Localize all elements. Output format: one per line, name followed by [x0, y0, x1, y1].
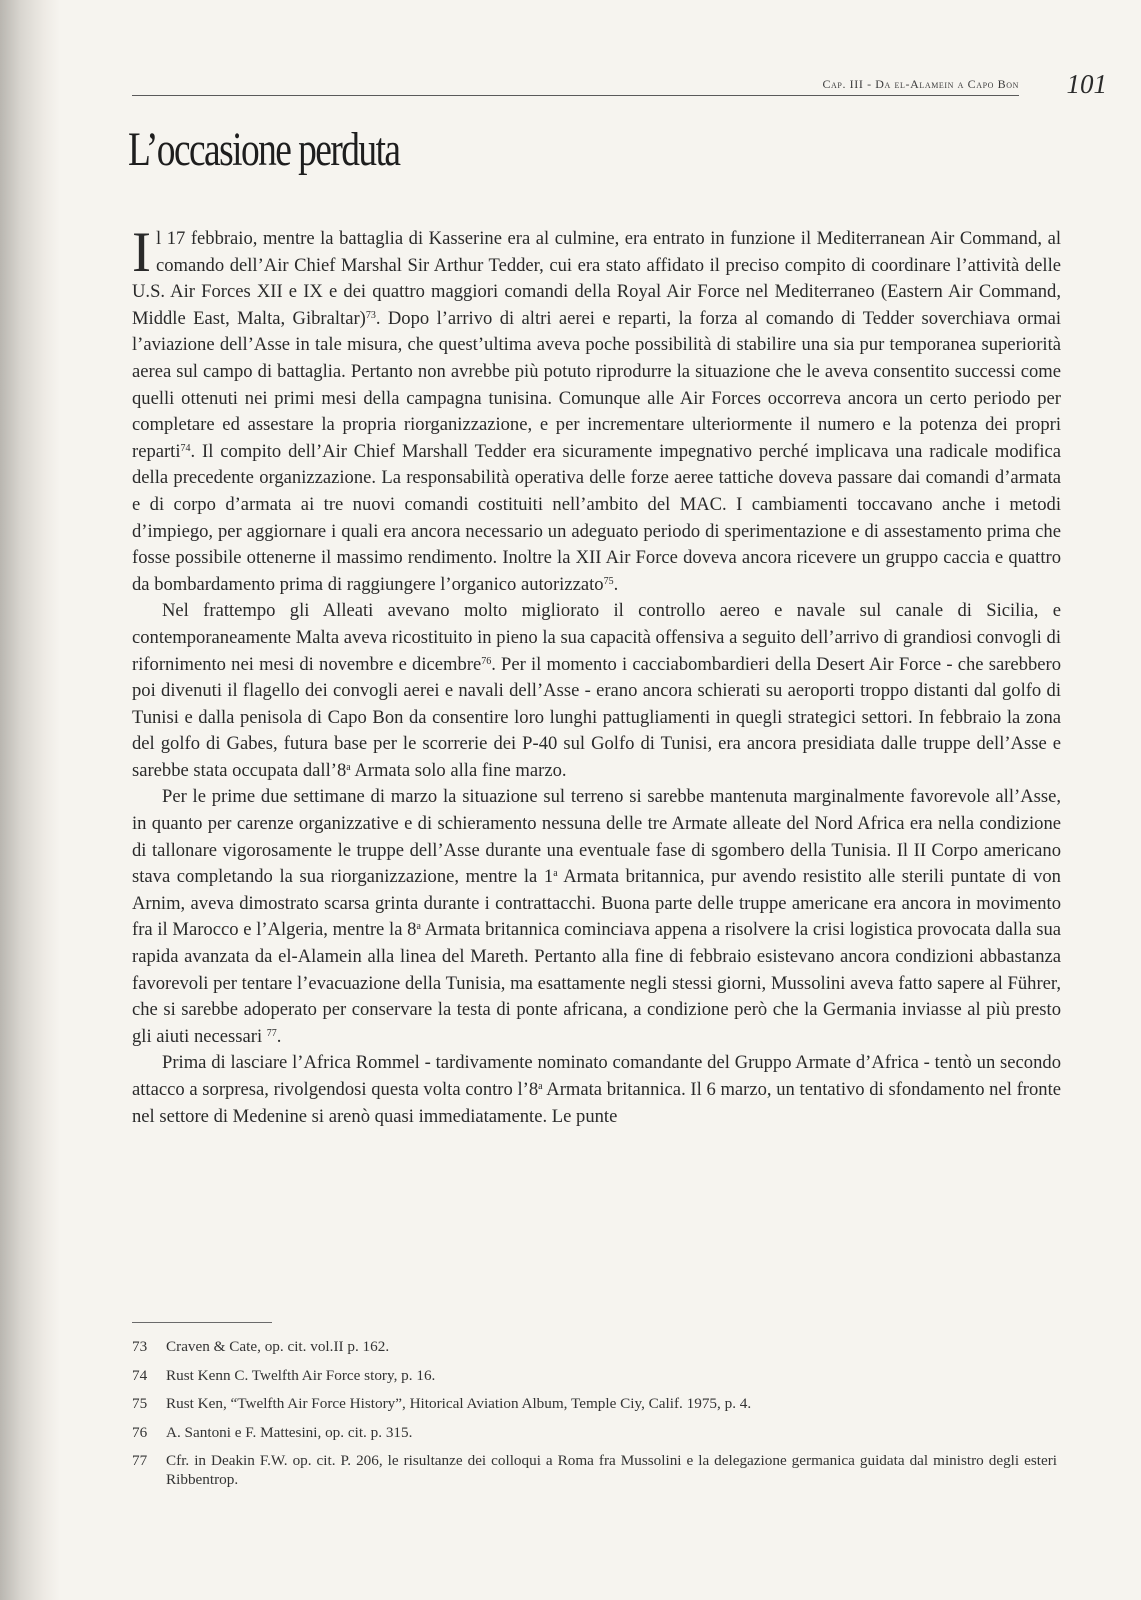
footnote-rule [132, 1322, 272, 1323]
footnote-ref: a [346, 761, 351, 773]
footnote [132, 1366, 1057, 1385]
footnote-text: Craven & Cate, op. cit. vol.II p. 162. [166, 1338, 390, 1355]
footnote-ref: a [553, 868, 558, 880]
running-head: Cap. III - Da el-Alamein a Capo Bon [822, 77, 1019, 91]
text-run: l 17 febbraio, mentre la battaglia di Kasserine era al culmine, era entrato in funzione il Mediterranean Air Command, al comando dell’Air Chief Marshal Sir Arthur Tedder, cui era stato affidato il preciso compito di coordinare l’attività delle U.S. Air Forces XII e IX e dei quattro maggiori comandi della Royal Air Force nel Mediterraneo (Eastern Air Command, Middle East, Malta, Gibraltar) [132, 228, 1061, 329]
page-header [132, 68, 1107, 102]
footnote-ref: 75 [603, 575, 614, 587]
section-title: L’occasione perduta [128, 123, 400, 176]
footnote-number: 74 [132, 1366, 148, 1384]
paragraph [132, 598, 1061, 784]
paragraph [132, 1050, 1061, 1130]
paragraph [132, 221, 1062, 598]
text-run: Armata britannica. Il 6 marzo, un tentativo di sfondamento nel fronte nel settore di Medenine si arenò quasi immediatamente. Le punte [132, 1079, 1061, 1127]
body-text [132, 221, 1062, 1130]
footnote-ref: 76 [481, 655, 492, 667]
footnote-ref: 73 [365, 309, 376, 321]
footnote-number: 77 [132, 1452, 148, 1469]
footnote [132, 1451, 1057, 1489]
text-run: Armata britannica, pur avendo resistito alle sterili puntate di von Arnim, aveva dimostrato scarsa grinta durante i contrattacchi. Buona parte delle truppe americane era ancora in movimento fra il Marocco e l’Algeria, mentre la 8 [132, 866, 1061, 941]
text-run: Armata britannica cominciava appena a risolvere la crisi logistica provocata dalla sua rapida avanzata da el-Alamein alla linea del Mareth. Pertanto alla fine di febbraio esistevano ancora condizioni abbastanza favorevoli per tentare l’evacuazione della Tunisia, ma esattamente negli stessi giorni, Mussolini aveva fatto sapere al Führer, che si sarebbe adoperato per conservare la testa di ponte africana, a condizione però che la Germania inviasse al più presto gli aiuti necessari [132, 919, 1062, 1047]
text-run: . Il compito dell’Air Chief Marshall Tedder era sicuramente impegnativo perché implicava una radicale modifica della precedente organizzazione. La responsabilità operativa delle forze aeree tattiche doveva passare dai comandi d’armata e di corpo d’armata ai tre nuovi comandi costituiti nell’ambito del MAC. I cambiamenti toccavano anche i metodi d’impiego, per aggiornare i quali era ancora necessario un adeguato periodo di sperimentazione e di assestamento prima che fosse possibile ottenerne il massimo rendimento. Inoltre la XII Air Force doveva ancora ricevere un gruppo caccia e quattro da bombardamento prima di raggiungere l’organico autorizzato [132, 440, 1061, 595]
footnote [132, 1337, 1057, 1356]
footnote-ref: a [416, 921, 421, 933]
text-run: . Dopo l’arrivo di altri aerei e reparti, la forza al comando di Tedder soverchiava ormai l’aviazione dell’Asse in tale misura, che quest’ultima aveva poche possibilità di stabilire una sia pur temporanea superiorità aerea sul campo di battaglia. Pertanto non avrebbe più potuto riprodurre la situazione che le aveva consentito successi come quelli ottenuti nei primi mesi della campagna tunisina. Comunque alle Air Forces occorreva ancora un certo periodo per completare ed assestare la propria riorganizzazione, e per incrementare ulteriormente il numero e la potenza dei propri reparti [132, 307, 1062, 462]
footnote-number: 73 [132, 1338, 148, 1355]
footnote-text: Rust Kenn C. Twelfth Air Force story, p. 16. [166, 1366, 436, 1384]
page-number: 101 [1066, 69, 1107, 99]
text-run: . [276, 1025, 282, 1047]
footnote [132, 1394, 1057, 1413]
footnote-ref: 77 [266, 1027, 277, 1039]
footnote-ref: a [538, 1081, 543, 1092]
text-run: Prima di lasciare l’Africa Rommel - tardivamente nominato comandante del Gruppo Armate d’Africa - tentò un secondo attacco a sorpresa, rivolgendosi questa volta contro l’8 [132, 1052, 1061, 1100]
footnotes [132, 1337, 1057, 1499]
header-rule [132, 95, 1019, 96]
footnote-text: A. Santoni e F. Mattesini, op. cit. p. 315. [166, 1423, 413, 1441]
text-run: . [613, 573, 619, 595]
text-run: Per le prime due settimane di marzo la situazione sul terreno si sarebbe mantenuta marginalmente favorevole all’Asse, in quanto per carenze organizzative e di schieramento nessuna delle tre Armate alleate del Nord Africa era nella condizione di tallonare vigorosamente le truppe dell’Asse durante una eventuale fase di sgombero della Tunisia. Il II Corpo americano stava completando la sua riorganizzazione, mentre la 1 [132, 786, 1061, 888]
paragraph [132, 784, 1061, 1050]
footnote-number: 76 [132, 1423, 148, 1441]
text-run: . Per il momento i cacciabombardieri della Desert Air Force - che sarebbero poi divenuti il flagello dei convogli aerei e navali dell’Asse - erano ancora schierati su aeroporti troppo distanti dal golfo di Tunisi e dalla penisola di Capo Bon da consentire loro lunghi pattugliamenti in quegli strategici settori. In febbraio la zona del golfo di Gabes, futura base per le scorrerie dei P-40 sul Golfo di Tunisi, era ancora presidiata dalle truppe dell’Asse e sarebbe stata occupata dall’8 [132, 653, 1061, 781]
drop-cap: I [132, 221, 151, 284]
footnote [132, 1423, 1057, 1442]
footnote-text: Cfr. in Deakin F.W. op. cit. P. 206, le risultanze dei colloqui a Roma fra Mussolini e la delegazione germanica guidata dal ministro degli esteri Ribbentrop. [166, 1452, 1057, 1488]
footnote-text: Rust Ken, “Twelfth Air Force History”, Hitorical Aviation Album, Temple Ciy, Calif. 1975, p. 4. [166, 1395, 752, 1412]
page-binding-shadow [0, 0, 60, 1600]
footnote-number: 75 [132, 1395, 148, 1412]
footnote-ref: 74 [180, 442, 191, 454]
text-run: Nel frattempo gli Alleati avevano molto migliorato il controllo aereo e navale sul canale di Sicilia, e contemporaneamente Malta aveva ricostituito in pieno la sua capacità offensiva a seguito dell’arrivo di grandiosi convogli di rifornimento nei mesi di novembre e dicembre [132, 600, 1061, 675]
text-run: Armata solo alla fine marzo. [350, 759, 567, 781]
